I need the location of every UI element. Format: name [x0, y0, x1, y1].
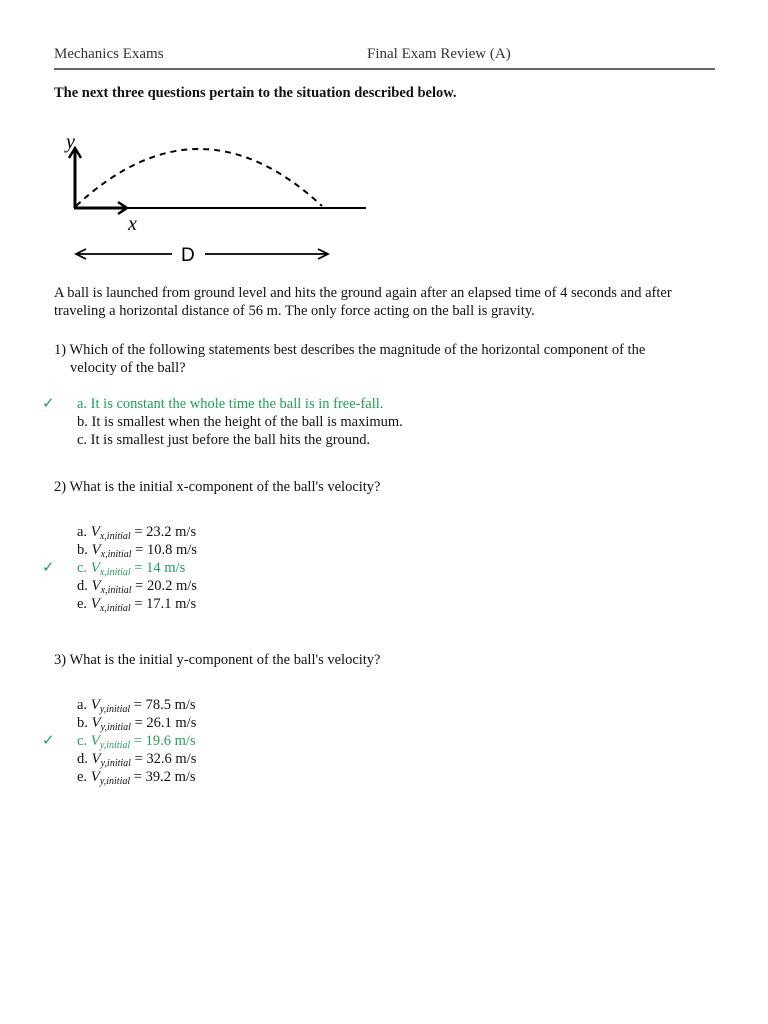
option-letter: b. — [77, 542, 88, 558]
course-title: Mechanics Exams — [54, 46, 164, 62]
q3-option-e[interactable] — [77, 768, 196, 786]
option-letter: c. — [77, 560, 88, 576]
velocity-subscript: y,initial — [99, 704, 131, 715]
velocity-subscript: y,initial — [100, 722, 131, 733]
velocity-symbol: V — [91, 751, 101, 767]
velocity-symbol: V — [90, 733, 100, 749]
checkmark-icon: ✓ — [42, 560, 55, 576]
question-1 — [54, 341, 714, 377]
velocity-subscript: y,initial — [99, 740, 131, 751]
q2-option-e[interactable] — [77, 595, 197, 613]
option-letter: a. — [77, 524, 88, 540]
q1-option-c-text: c. It is smallest just before the ball hits the ground. — [77, 432, 371, 448]
question-3-options — [42, 696, 197, 787]
option-value: = 39.2 m/s — [133, 769, 196, 785]
problem-description: A ball is launched from ground level and hits the ground again after an elapsed time of 4 seconds and after traveling a horizontal distance of 56 m. The only force acting on the ball is gravity. — [54, 285, 672, 319]
y-axis-label: y — [66, 131, 75, 153]
trajectory-path — [76, 149, 322, 206]
q2-option-c[interactable] — [42, 559, 197, 578]
projectile-diagram — [54, 120, 374, 270]
option-value: = 78.5 m/s — [133, 697, 196, 713]
option-value: = 10.8 m/s — [135, 542, 197, 558]
option-letter: e. — [77, 769, 88, 785]
q2-option-d[interactable] — [77, 577, 197, 595]
velocity-symbol: V — [91, 578, 101, 594]
exam-title: Final Exam Review (A) — [367, 46, 511, 62]
page-header — [54, 46, 714, 68]
velocity-symbol: V — [91, 715, 101, 731]
intro-text: The next three questions pertain to the situation described below. — [54, 85, 457, 101]
checkmark-icon: ✓ — [42, 396, 55, 412]
q3-option-a[interactable] — [77, 696, 196, 714]
velocity-subscript: x,initial — [99, 531, 131, 542]
option-letter: e. — [77, 596, 88, 612]
velocity-subscript: x,initial — [99, 567, 131, 578]
x-axis-label: x — [128, 213, 137, 235]
option-letter: b. — [77, 715, 88, 731]
velocity-symbol: V — [91, 542, 101, 558]
option-value: = 17.1 m/s — [134, 596, 197, 612]
option-value: = 14 m/s — [134, 560, 186, 576]
question-1-line-1: 1) Which of the following statements best describes the magnitude of the horizontal component of the — [54, 342, 646, 358]
option-value: = 23.2 m/s — [134, 524, 197, 540]
velocity-symbol: V — [90, 524, 100, 540]
q2-option-a[interactable] — [77, 523, 197, 541]
option-letter: d. — [77, 751, 88, 767]
checkmark-icon: ✓ — [42, 733, 55, 749]
q3-option-d[interactable] — [77, 750, 196, 768]
velocity-subscript: x,initial — [99, 603, 131, 614]
q1-option-a-text: a. It is constant the whole time the ball is in free-fall. — [77, 396, 384, 412]
header-divider — [54, 68, 715, 70]
question-1-options — [42, 395, 403, 449]
question-1-line-2: velocity of the ball? — [70, 360, 186, 376]
q1-option-a[interactable] — [42, 395, 403, 413]
q3-option-b[interactable] — [77, 714, 196, 732]
distance-label: D — [181, 245, 195, 266]
question-3: 3) What is the initial y-component of the ball's velocity? — [54, 652, 381, 668]
option-letter: a. — [77, 697, 88, 713]
velocity-subscript: x,initial — [100, 549, 132, 560]
question-2-options — [42, 523, 197, 614]
velocity-subscript: y,initial — [100, 758, 131, 769]
velocity-symbol: V — [90, 560, 100, 576]
velocity-symbol: V — [90, 697, 100, 713]
q1-option-b-text: b. It is smallest when the height of the ball is maximum. — [77, 414, 403, 430]
velocity-symbol: V — [90, 596, 100, 612]
question-2: 2) What is the initial x-component of the ball's velocity? — [54, 479, 381, 495]
velocity-subscript: x,initial — [100, 585, 132, 596]
option-value: = 20.2 m/s — [135, 578, 197, 594]
option-value: = 32.6 m/s — [134, 751, 197, 767]
option-value: = 19.6 m/s — [133, 733, 196, 749]
option-letter: d. — [77, 578, 88, 594]
q1-option-b[interactable] — [77, 413, 403, 431]
velocity-symbol: V — [90, 769, 100, 785]
q1-option-c[interactable] — [77, 431, 403, 449]
option-value: = 26.1 m/s — [134, 715, 197, 731]
q3-option-c[interactable] — [42, 732, 196, 751]
q2-option-b[interactable] — [77, 541, 197, 559]
option-letter: c. — [77, 733, 88, 749]
velocity-subscript: y,initial — [99, 776, 131, 787]
